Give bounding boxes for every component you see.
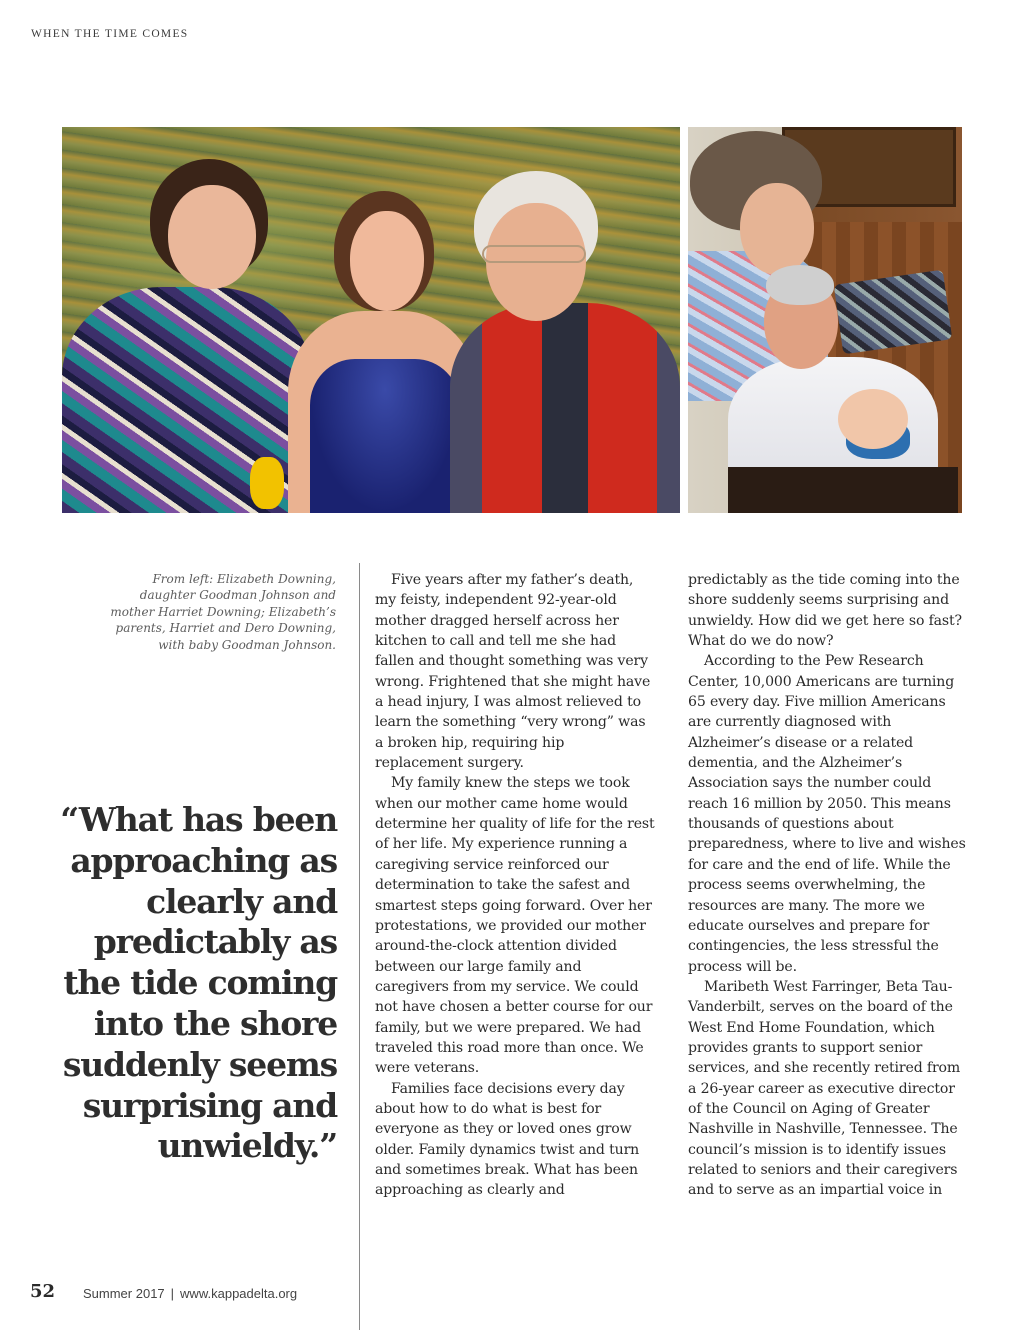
issue-label: Summer 2017 [83,1286,165,1301]
page-number: 52 [30,1281,56,1302]
paragraph: According to the Pew Research Center, 10,000 Americans are turning 65 every day. Five million Americans are currently diagnosed with Alzheimer’s disease or a related dementia, and the Alzheimer’s Association says the number could reach 16 million by 2050. This means thousands of questions about preparedness, where to live and wishes for care and the end of life. While the process seems overwhelming, the resources are many. The more we educate ourselves and prepare for contingencies, the less stressful the process will be. [688,653,966,975]
footer-info [83,1286,297,1301]
paragraph: Five years after my father’s death, my feisty, independent 92-year-old mother dragged herself across her kitchen to call and tell me she had fallen and thought something was very wrong. Frightened that she might have a head injury, I was almost relieved to learn the something “very wrong” was a broken hip, requiring hip replacement surgery. [375,572,651,772]
baby-figure [838,389,908,449]
paragraph: My family knew the steps we took when our mother came home would determine her quality of life for the rest of her life. My experience running a caregiving service reinforced our determination to take the safest and smartest steps going forward. Over her protestations, we provided our mother around-the-clock attention divided between our large family and caregivers from my service. We could not have chosen a better course for our family, but we were prepared. We had traveled this road more than once. We were veterans. [375,775,655,1077]
running-head: WHEN THE TIME COMES [31,28,189,40]
medal [250,457,284,509]
paragraph: Families face decisions every day about how to do what is best for everyone as they or loved ones grow older. Family dynamics twist and turn and sometimes break. What has been approaching as clearly and [375,1080,640,1199]
paragraph: Maribeth West Farringer, Beta Tau-Vanderbilt, serves on the board of the West End Home Foundation, which provides grants to support senior services, and she recently retired from a 26-year career as executive director of the Council on Aging of Greater Nashville in Nashville, Tennessee. The council’s mission is to identify issues related to seniors and their caregivers and to serve as an impartial voice in [688,978,961,1199]
footer-separator: | [170,1286,175,1301]
photo-caption: From left: Elizabeth Downing, daughter Goodman Johnson and mother Harriet Downing; Elizabeth’s parents, Harriet and Dero Downing, with baby Goodman Johnson. [110,572,336,652]
photo-grandparents-baby [688,127,962,513]
photo-pool-three-women [62,127,680,513]
pull-quote: “What has been approaching as clearly and predictably as the tide coming into the shore suddenly seems surprising and unwieldy.” [60,800,337,1166]
body-column-2 [688,570,968,1201]
grandmother-figure [450,303,680,513]
paragraph: predictably as the tide coming into the shore suddenly seems surprising and unwieldy. How did we get here so fast? What do we do now? [688,572,962,650]
glasses [482,245,586,263]
website-link[interactable]: www.kappadelta.org [180,1286,298,1301]
column-divider [359,563,360,1330]
body-column-1 [375,570,655,1201]
